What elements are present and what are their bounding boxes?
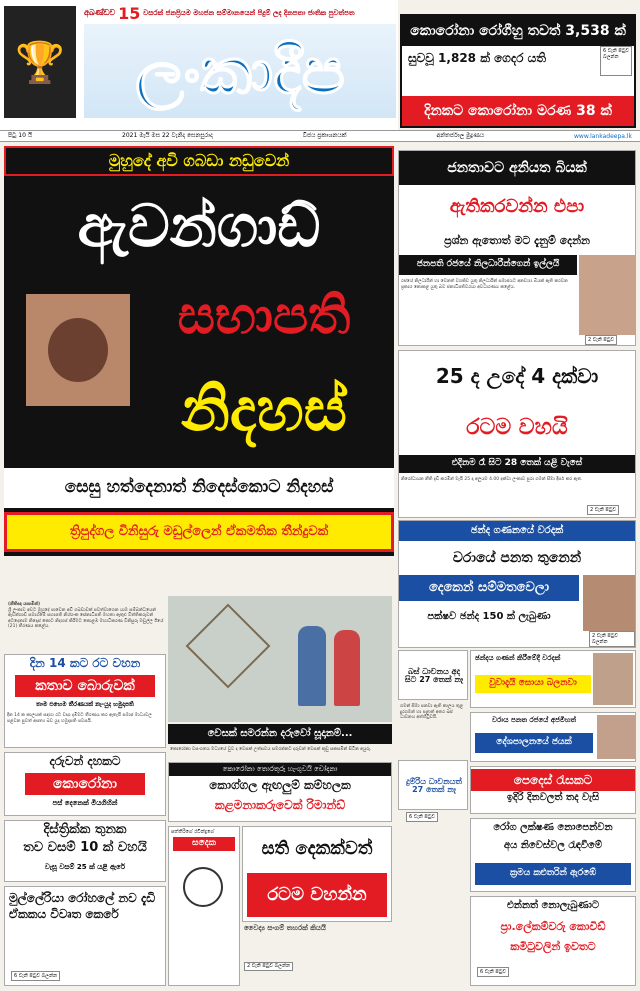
speaker-photo xyxy=(593,653,633,705)
story-children-covid: දරුවන් දහකට කොරෝනා පස් දෙනෙක් මියගිහින් xyxy=(4,752,166,816)
page-ref[interactable]: 2 වැනි පිටුව බලන්න xyxy=(589,631,635,647)
covid-cases-box xyxy=(400,14,636,128)
website-link[interactable]: www.lankadeepa.lk xyxy=(574,132,632,140)
covid-cases-headline: කොරෝනා රෝගීහු තවත් 3,538 ක් xyxy=(402,16,634,46)
page-ref[interactable]: 2 වැනි පිටුව xyxy=(587,505,619,515)
story-koggala: කොරෝනා තොරතුරු හැංගුවයි චෝදනා කොග්ගල ඇඟලුම් කම්හලක කළමනාකරුවෙක් රිමාන්ඩ් xyxy=(168,762,392,822)
president-photo xyxy=(579,255,635,335)
issue-date: 2021 මැයි මස 22 වැනිදා සෙනසුරාදා xyxy=(122,132,213,139)
masthead xyxy=(0,0,398,130)
lead-headline-line2: සභාපති xyxy=(177,285,351,346)
covid-deaths-headline: දිනකට කොරෝනා මරණ 38 ක් xyxy=(402,96,634,126)
centre-bottom-body: වෛද්‍ය සංගම් තහරක් කියයි 2 වැනි පිටුව බලන්න xyxy=(242,924,392,986)
publisher: විජය ප්‍රකාශනයක් xyxy=(302,132,347,139)
story-rain: පෙදෙස් රැසකට ඉදිරි දිනවලත් තද වැසි xyxy=(470,766,636,814)
story-train: දුම්රිය ධාවනයත් 27 තෙක් නෑ xyxy=(398,760,468,810)
covid-recovered: සුවවූ 1,828 ක් ගෙදර යති xyxy=(408,51,546,65)
story-vaccine: එන්නත් නොලැබුණාට ප්‍රා.ලේකම්වරු කොවිඩ් කමිටුවලින් ඉවතට 6 වැනි පිටුව xyxy=(470,896,636,986)
masthead-tagline: අඛණ්ඩව 15 වසරක් ජනප්‍රියම මහජන සම්මානයෙන් පිදුම් ලද දිනපතා ජාතික පුවත්පත xyxy=(84,4,355,22)
story-island-lockdown: 25 ද උදේ 4 දක්වා රටම වහයි එදිනම රෑ සිට 28 තෙක් යළි වැසේ නිරෝධායන නීති දැඩි කරමින් මැයි 25 දා අලුයම 4.00 දක්වා ලංකාව පුරා ගමන් සීමා දීර්ඝ කර ඇත. 2 වැනි පිටුව xyxy=(398,350,636,518)
page-ref[interactable]: 6 වැනි පිටුව xyxy=(406,812,438,822)
story-lockdown-rumour: දින 14 කට රට වහන කතාව බොරුවක් තාම එහෙම තීරණයක් නෑ-යුද හමුදාපති දින 14 ක කාලයක් සඳහා රට වසා දැමීමට තීරණය කර ඇතැයි සමාජ මාධ්‍යවල පළවන පුවත් අසත්‍ය බව යුද හමුදාපති පවසයි. xyxy=(4,654,166,748)
lead-photo xyxy=(26,294,130,406)
child-figure xyxy=(334,630,360,706)
lead-body xyxy=(6,600,166,652)
award-image xyxy=(4,6,76,118)
lead-body-text: ශ්‍රී ලංකාව අවට මුහුදේ පාවෙන අවි ගබඩාවක් පවත්වාගෙන යාම සම්බන්ධයෙන් ඇවන්ගාඩ් සමාගමේ සභාපති නිශ්ශංක සේනාධිපති මහතා ඇතුළු විත්තිකරුවන් අටදෙනාම නිදොස් කොට නිදහස් කිරීමට කොළඹ මහාධිකරණ විනිසුරු මඩුල්ල ඊයේ (21) තීරණය කළේය. xyxy=(8,607,164,629)
page-ref[interactable]: 2 වැනි පිටුව බලන්න xyxy=(244,962,293,972)
lead-headline-line3: නිදහස් xyxy=(181,374,347,445)
masthead-logo[interactable]: ලංකාදීප xyxy=(84,24,396,118)
vesak-photo xyxy=(168,596,392,722)
lantern-shape xyxy=(186,604,271,689)
politician-photo xyxy=(597,715,635,759)
story-home-isolation: රෝග ලක්ෂණ නොපෙන්වන අය නිවෙස්වල රැඳවීමේ ක්‍රමය කළුතරින් ඇරඹේ xyxy=(470,818,636,892)
child-figure xyxy=(298,626,326,706)
story-port-politics: වරාය පනත රජයේ අජමීහත් දේශපාලනයේ ජයක් xyxy=(470,712,636,762)
lead-subheadline: සෙසු හත්දෙනාත් නිදෙස්කොට නිදහස් xyxy=(4,468,394,508)
lead-headline-line1: ඇවන්ගාඩ් xyxy=(77,191,321,260)
cartoon-figure xyxy=(183,867,223,907)
covid-page-ref[interactable]: 6 වැනි පිටුව බලන්න xyxy=(600,46,632,76)
page-ref[interactable]: 6 වැනි පිටුව xyxy=(477,967,509,977)
lead-byline: (නීතිඥ යාපමින්) xyxy=(8,602,41,607)
edition-label: අන්තර්ජාල මුද්‍රණය xyxy=(436,132,485,139)
photo-body: කොරෝනා වසංගතය මධ්‍යයේ වුව ද වෙසක් උත්සවය සමරන්නට දරුවන් වෙසක් කූඩු සකසමින් සිටින අයුරු. xyxy=(170,747,372,752)
trophy-icon: 🏆 xyxy=(15,39,65,86)
minister-photo xyxy=(583,575,635,631)
dateline xyxy=(0,130,640,142)
page-count: පිටු 10 යි xyxy=(8,132,33,139)
lead-story xyxy=(4,146,394,556)
story-two-week-lockdown: සති දෙකක්වත් රටම වහන්න xyxy=(242,826,392,922)
page-ref[interactable]: 2 වැනි පිටුව xyxy=(585,335,617,345)
story-mulleriyawa: මුල්ලේරියා රෝහලේ නව දැඩි ඒකකය විවෘත කෙරේ 6 වැනි පිටුව බලන්න xyxy=(4,886,166,986)
lead-kicker: මුහුදේ අවි ගබඩා නඩුවෙන් xyxy=(4,146,394,176)
story-president: ජනතාවට අනියත බියක් ඇතිකරවන්න එපා ප්‍රශ්න ඇතොත් මට දැනුම් දෙන්න ජනපති රජයේ නිලධාරීන්ගෙන් ඉල්ලයි රජයේ නිලධාරීන් හා වෙනත් වගකිව යුතු නිලධාරීන් සමාජයට අනවශ්‍ය බියක් ඇති කරවන ප්‍රකාශ නොකළ යුතු බව ජනාධිපතිවරයා අවධාරණය කළේය. 2 වැනි පිටුව xyxy=(398,150,636,346)
page-ref[interactable]: 6 වැනි පිටුව බලන්න xyxy=(11,971,60,981)
photo-caption: වෙසක් සමරන්න දරුවෝ සූදානම්... xyxy=(168,724,392,744)
story-bus: බස් ධාවනය අද සිට 27 තෙක් නෑ xyxy=(398,650,468,700)
lead-banner: ත්‍රිපුද්ගල විනිසුරු මඩුල්ලෙන් ඒකමතික තීන්දුවක් xyxy=(4,512,394,552)
story-districts: දිස්ත්‍රික්ක තුනක තව වසම් 10 ක් වහයි වැසූ වසම් 25 ක් යළි ඇරේ xyxy=(4,820,166,882)
cartoon-box: පත්තිරිගේ රවින්ද්‍රගේ සදෙක xyxy=(168,826,240,986)
story-bus-body: ගමන් සීමා පනවා ඇති කාලය තුළ දුරගමන් හා පළාත් අතර බස් ධාවනය අත්හිටුවයි. xyxy=(400,704,464,720)
story-port-bill: ඡන්ද ගණනයේ වරදක් වරායේ පනත තුනෙන් දෙකෙන් සම්මතවෙලා පක්ෂව ඡන්ද 150 ක් ලැබුණා 2 වැනි පිටුව බලන්න xyxy=(398,520,636,648)
story-vote-count: ඡන්දය ගණන් කිරීමේදී වරදක් වුවාදැයි සොයා බලනවා xyxy=(470,650,636,708)
